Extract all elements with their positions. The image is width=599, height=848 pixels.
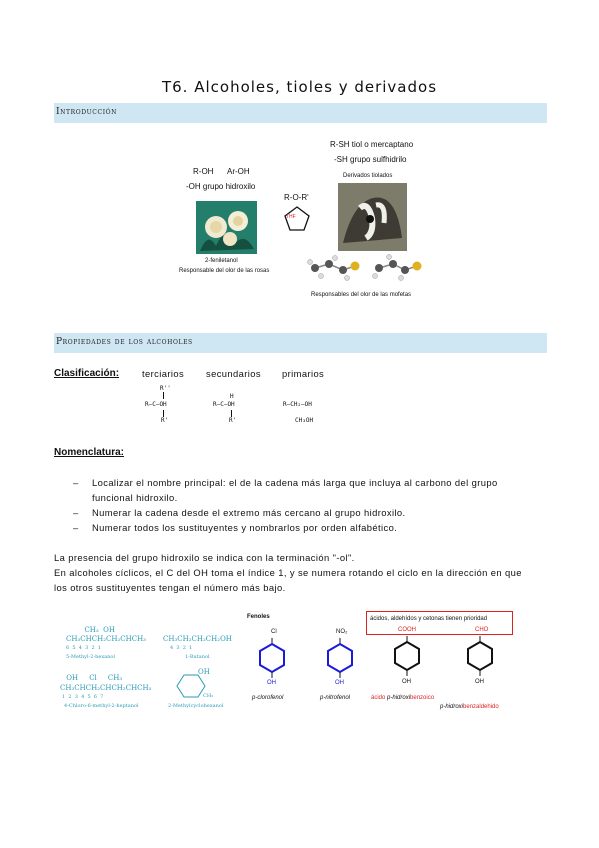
ex3-substituents: OH Cl CH₃ xyxy=(64,674,123,682)
oh-label: OH xyxy=(335,680,344,686)
thf-label: THF xyxy=(286,214,296,220)
acido-name xyxy=(371,695,434,701)
class-terciarios: terciarios xyxy=(142,368,185,379)
rule-1-cont: funcional hidroxilo. xyxy=(92,492,178,503)
ex4-ch3: CH₃ xyxy=(203,693,214,699)
ex2-name: 1-Butanol xyxy=(185,654,210,660)
acido-prefix: p-hidroxi xyxy=(387,695,411,701)
oh-label: OH xyxy=(267,680,276,686)
bond-line xyxy=(163,392,164,399)
section-header-introduccion xyxy=(54,103,547,123)
cl-label: Cl xyxy=(271,629,277,635)
tert-top: R'' xyxy=(160,385,171,392)
acido-suffix: benzoico xyxy=(410,695,435,701)
ex4-oh: OH xyxy=(198,668,210,676)
rose-image xyxy=(196,201,257,254)
ex3-formula: CH₃CHCH₂CHCH₂CHCH₃ xyxy=(60,684,152,692)
thiol-molecule-models xyxy=(305,254,425,288)
benz-suffix: benzaldehido xyxy=(463,704,499,710)
acido-word: ácido xyxy=(371,695,386,701)
page-title: T6. Alcoholes, tioles y derivados xyxy=(161,78,438,96)
ex1-substituents: CH₃ OH xyxy=(80,626,116,634)
sulfhidrilo-label: -SH grupo sulfhidrilo xyxy=(334,155,407,164)
clasificacion-label: Clasificación: xyxy=(54,368,120,379)
chlorophenol-ring xyxy=(257,638,287,680)
benz-prefix: p-hidroxi xyxy=(440,704,464,710)
skunk-image xyxy=(338,183,407,251)
rule-2: Numerar la cadena desde el extremo más cercano al grupo hidroxilo. xyxy=(92,507,406,518)
prim-structure: R—CH₂—OH xyxy=(283,401,312,408)
paragraph-ciclicos-cont: los otros sustituyentes tengan el número más bajo. xyxy=(54,582,286,593)
priority-label: ácidos, aldehídos y cetonas tienen prioridad xyxy=(370,616,488,622)
ex3-name: 4-Chloro-6-methyl-2-heptanol xyxy=(64,703,139,709)
ex1-formula: CH₃CHCH₂CH₂CHCH₃ xyxy=(66,635,146,643)
section-heading: Propiedades de los alcoholes xyxy=(56,337,193,347)
sec-structure: R—C—OH xyxy=(213,401,235,408)
nitrophenol-ring xyxy=(325,638,355,680)
rule-3: Numerar todos los sustituyentes y nombrarlos por orden alfabético. xyxy=(92,522,398,533)
tert-bottom: R' xyxy=(161,417,169,424)
section-heading: Introducción xyxy=(56,107,118,117)
clorofenol-label: p-clorofenol xyxy=(252,695,284,701)
no2-label: NO₂ xyxy=(336,629,348,635)
ex2-formula: CH₃CH₂CH₂CH₂OH xyxy=(163,635,232,643)
bullet: – xyxy=(73,507,79,518)
ex1-numbers: 6 5 4 3 2 1 xyxy=(66,645,101,651)
ex3-numbers: 1 2 3 4 5 6 7 xyxy=(62,694,104,700)
mofetas-label: Responsables del olor de las mofetas xyxy=(311,292,412,298)
paragraph-terminacion: La presencia del grupo hidroxilo se indica con la terminación "-ol". xyxy=(54,552,355,563)
sec-h: H xyxy=(230,393,234,400)
sec-bottom: R' xyxy=(229,417,237,424)
bullet: – xyxy=(73,522,79,533)
oh-label: OH xyxy=(475,679,484,685)
class-secundarios: secundarios xyxy=(206,368,261,379)
cho-label: CHO xyxy=(475,627,489,633)
benzaldehido-name xyxy=(440,704,499,710)
roh-label: R-OH xyxy=(193,167,214,176)
oh-label: OH xyxy=(402,679,411,685)
paragraph-ciclicos: En alcoholes cíclicos, el C del OH toma el índice 1, y se numera rotando el ciclo en la dirección en que xyxy=(54,567,522,578)
bullet: – xyxy=(73,477,79,488)
ex4-name: 2-Methylcyclohexanol xyxy=(168,703,224,709)
ex1-name: 5-Methyl-2-hexanol xyxy=(66,654,115,660)
methanol: CH₃OH xyxy=(295,417,314,424)
rule-1: Localizar el nombre principal: el de la cadena más larga que incluya al carbono del grupo xyxy=(92,477,498,488)
ether-label: R-O-R' xyxy=(284,193,309,202)
ex2-numbers: 4 3 2 1 xyxy=(170,645,193,651)
aroh-label: Ar-OH xyxy=(227,167,250,176)
nomenclatura-label: Nomenclatura: xyxy=(54,447,125,458)
nitrofenol-label: p-nitrofenol xyxy=(320,695,351,701)
oh-group-label: -OH grupo hidroxilo xyxy=(186,182,256,191)
hydroxybenzoic-ring xyxy=(392,636,422,678)
section-header-propiedades xyxy=(54,333,547,353)
thiol-label: R-SH tiol o mercaptano xyxy=(330,140,414,149)
priority-box xyxy=(366,611,513,635)
rosas-label: Responsable del olor de las rosas xyxy=(179,268,270,274)
hydroxybenzaldehyde-ring xyxy=(465,636,495,678)
derivados-label: Derivados tiolados xyxy=(343,173,393,179)
feniletanol-label: 2-feniletanol xyxy=(205,258,238,264)
fenoles-label: Fenoles xyxy=(247,614,270,620)
cooh-label: COOH xyxy=(398,627,416,633)
tert-structure: R—C—OH xyxy=(145,401,167,408)
class-primarios: primarios xyxy=(282,368,325,379)
